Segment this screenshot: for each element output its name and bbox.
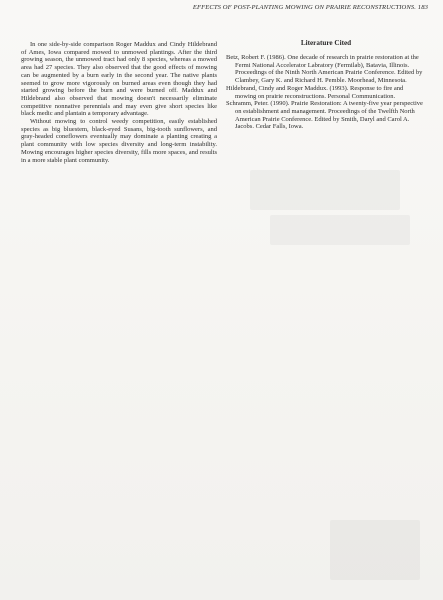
reference-entry: Schramm, Peter. (1990). Prairie Restoration: A twenty-five year perspective on establishment and management. Proceedings of the Twelfth North American Prairie Conference. Edited by Smith, Daryl and Carol A. Jacobs. Cedar Falls, Iowa. — [226, 100, 423, 131]
running-title: EFFECTS OF POST-PLANTING MOWING ON PRAIRIE RECONSTRUCTIONS. — [192, 4, 417, 11]
page-number: 183 — [417, 4, 428, 11]
section-heading: Literature Cited — [300, 39, 352, 47]
running-header — [160, 4, 428, 11]
left-column — [21, 41, 217, 164]
body-paragraph: Without mowing to control weedy competition, easily established species as big bluestem, black-eyed Susans, big-tooth sunflowers, and gray-headed coneflowers eventually may dominate a planting creating a plant community with low species diversity and long-term instability. Mowing encourages higher species diversity, fills more spaces, and results in a more stable plant community. — [21, 118, 217, 164]
bleed-through-mark — [270, 215, 410, 245]
bleed-through-mark — [250, 170, 400, 210]
bleed-through-mark — [330, 520, 420, 580]
body-paragraph: In one side-by-side comparison Roger Maddux and Cindy Hildebrand of Ames, Iowa compared mowed to unmowed plantings. After the third growing season, the unmowed tract had only 8 species, whereas a mowed area had 27 species. They also observed that the good effects of mowing can be augmented by a burn early in the second year. The native plants seemed to grow more vigorously on burned areas even though they had started growing before the burn and were burned off. Maddux and Hildebrand also observed that mowing doesn't necessarily eliminate competitive nonnative perennials and may even give short species like black medic and plantain a temporary advantage. — [21, 41, 217, 118]
reference-entry: Hildebrand, Cindy and Roger Maddux. (1993). Response to fire and mowing on prairie reconstructions. Personal Communication. — [226, 84, 404, 100]
reference-entry: Betz, Robert F. (1986). One decade of research in prairie restoration at the Fermi National Accelerator Labratory (Fermilab), Batavia, Illinois. Proceedings of the Ninth North American Prairie Conference. Edited by Clambey, Gary K. and Richard H. Pemble. Moorhead, Minnesota. — [226, 54, 423, 85]
right-column — [226, 39, 426, 131]
